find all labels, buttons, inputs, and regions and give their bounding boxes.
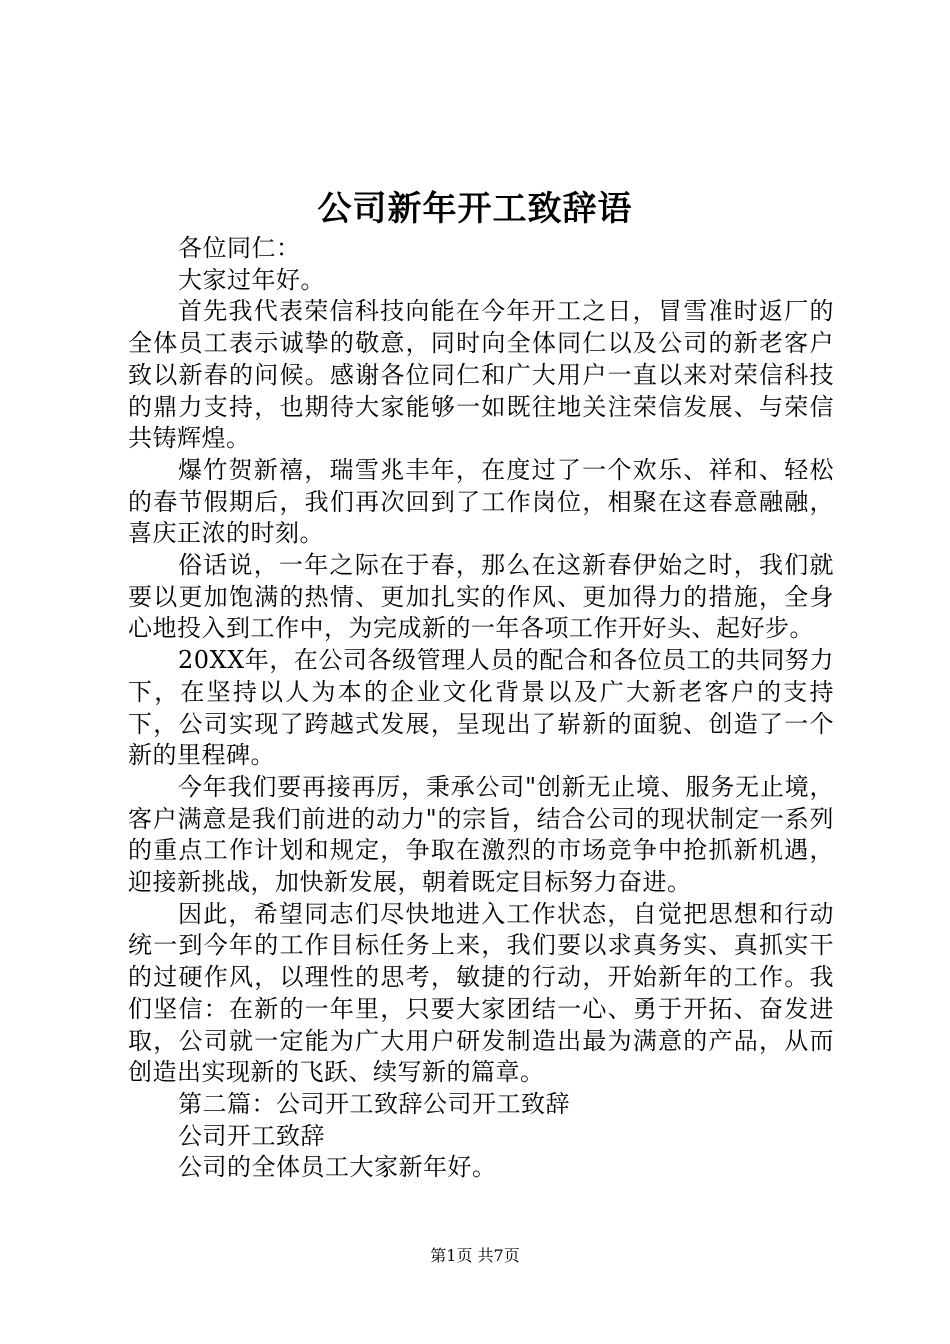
body-paragraph: 爆竹贺新禧，瑞雪兆丰年，在度过了一个欢乐、祥和、轻松的春节假期后，我们再次回到了工作岗位，相聚在这春意融融，喜庆正浓的时刻。 <box>128 455 834 548</box>
subsection-title: 公司开工致辞 <box>178 1121 325 1150</box>
page-number: 第1页 共7页 <box>430 1246 520 1265</box>
body-paragraph: 首先我代表荣信科技向能在今年开工之日，冒雪准时返厂的全体员工表示诚挚的敬意，同时向全体同仁以及公司的新老客户致以新春的问候。感谢各位同仁和广大用户一直以来对荣信科技的鼎力支持，也期待大家能够一如既往地关注荣信发展、与荣信共铸辉煌。 <box>128 297 834 453</box>
body-paragraph: 公司的全体员工大家新年好。 <box>178 1153 497 1182</box>
section-heading: 第二篇：公司开工致辞公司开工致辞 <box>178 1089 570 1118</box>
document-body <box>128 233 834 1184</box>
document-title: 公司新年开工致辞语 <box>317 189 633 229</box>
new-year-greeting-paragraph: 大家过年好。 <box>178 265 325 294</box>
body-paragraph: 今年我们要再接再厉，秉承公司"创新无止境、服务无止境，客户满意是我们前进的动力"的宗旨，结合公司的现状制定一系列的重点工作计划和规定，争取在激烈的市场竞争中抢抓新机遇，迎接新挑战，加快新发展，朝着既定目标努力奋进。 <box>128 772 834 897</box>
body-paragraph: 因此，希望同志们尽快地进入工作状态，自觉把思想和行动统一到今年的工作目标任务上来，我们要以求真务实、真抓实干的过硬作风，以理性的思考，敏捷的行动，开始新年的工作。我们坚信：在新的一年里，只要大家团结一心、勇于开拓、奋发进取，公司就一定能为广大用户研发制造出最为满意的产品，从而创造出实现新的飞跃、续写新的篇章。 <box>128 899 834 1087</box>
body-paragraph: 20XX年，在公司各级管理人员的配合和各位员工的共同努力下，在坚持以人为本的企业文化背景以及广大新老客户的支持下，公司实现了跨越式发展，呈现出了崭新的面貌、创造了一个新的里程碑。 <box>128 646 834 770</box>
greeting-paragraph: 各位同仁： <box>178 234 301 262</box>
body-paragraph: 俗话说，一年之际在于春，那么在这新春伊始之时，我们就要以更加饱满的热情、更加扎实的作风、更加得力的措施，全身心地投入到工作中，为完成新的一年各项工作开好头、起好步。 <box>128 551 834 643</box>
